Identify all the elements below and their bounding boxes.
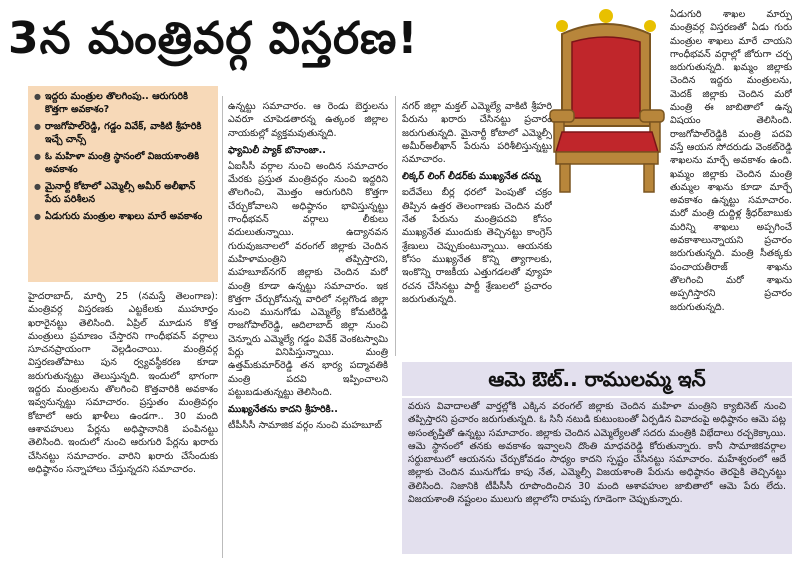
bullet-icon: ● bbox=[34, 92, 41, 101]
bullet-icon: ● bbox=[34, 212, 41, 221]
highlight-item: ● మైనార్టీ కోటాలో ఎమ్మెల్సీ అమీర్ అలీఖాన్ పేరు పరిశీలన bbox=[34, 181, 196, 205]
paragraph: నగర్ జిల్లా మక్తల్ ఎమ్మెల్యే వాకిటి శ్రీహరి పేరును ఖరారు చేసినట్టు ప్రచారం జరుగుతున్నది. మైనార్టీ కోటాలో ఎమ్మెల్సీ అమీర్‌అలీఖాన్ పేరును పరిశీలిస్తున్నట్టు సమాచారం. bbox=[402, 101, 552, 166]
subheading: లిక్కర్ లింగ్ లీడర్‌కు ముఖ్యనేత దన్ను bbox=[402, 171, 541, 183]
article-column-3 bbox=[402, 100, 552, 350]
subheading: ముఖ్యనేతను కాదని శ్రీహరికి.. bbox=[228, 404, 338, 416]
sidebar-story-body: వరుస వివాదాలతో వార్తల్లోకి ఎక్కిన వరంగల్ జిల్లాకు చెందిన మహిళా మంత్రిని క్యాబినెట్ నుంచి తప్పిస్తారని ప్రచారం జరుగుతున్నది. ఓ సినీ నటుడి కుటుంబంతో ఏర్పడిన వివాదంపై అధిష్ఠానం ఆమె పట్ల అసంతృప్తితో ఉన్నట్టు సమాచారం. జిల్లాకు చెందిన ఎమ్మెల్యేలతో సదరు మంత్రికి విభేదాలు రచ్చకెక్కాయి. ఆమె స్థానంలో తనకు అవకాశం ఇవ్వాలని దొంతి మాధవరెడ్డి కోరుతున్నారు. కానీ సామాజికవర్గాల సర్దుబాటులో ఆయనను చేర్చుకోవడం సాధ్యం కాదని స్పష్టం చేసినట్టు సమాచారం. మహేశ్వరంలో ఆదే జిల్లాకు చెందిన మునుగోడు కాపు నేత, ఎమ్మెల్సీ విజయశాంతి పేరును అధిష్ఠానం తెరపైకి తెచ్చినట్టు తెలిసింది. నిజానికి టీపీసీసీ రూపొందించిన 30 మంది ఆశావహుల జాబితాలో ఆమె పేరు లేదు. విజయశాంతి నష్టంలం ములుగు జిల్లాలోని రామప్ప గూడెంగా చెప్పుకున్నారు. bbox=[402, 398, 792, 554]
paragraph: ఏడుగురి శాఖల మార్పు మంత్రివర్గ విస్తరణతో ఏడు గురు మంత్రుల శాఖలు మారే చాయని గాంధీభవన్ వర్గాల్లో జోరుగా చర్చ జరుగుతున్నది. ఖమ్మం జిల్లాకు చెందిన ఇద్దరు మంత్రులను, మెదక్ జిల్లాకు చెందిన మరో మంత్రి ఈ జాబితాలో ఉన్న విషయం తెలిసింది. రాజగోపాల్‌రెడ్డికి మంత్రి పదవి వస్తే ఆయన సోదరుడు వెంకట్‌రెడ్డి శాఖలను మార్చే అవకాశం ఉంది. ఖమ్మం జిల్లాకు చెందిన మంత్రి తుమ్మల శాఖను కూడా మార్చే అవకాశం ఉన్నట్టు సమాచారం. మరో మంత్రి దుద్దిళ్ల శ్రీధర్‌బాబుకు మరిన్ని శాఖలు అప్పగించే అవకాశాలున్నాయని ప్రచారం జరుగుతున్నది. మంత్రి సీతక్కకు పంచాయతీరాజ్ శాఖను తొలగించి మరో శాఖను అప్పగిస్తారని ప్రచారం జరుగుతున్నది. bbox=[670, 9, 792, 313]
highlight-item: ● ఓ మహిళా మంత్రి స్థానంలో విజయశాంతికి అవకాశం bbox=[34, 151, 200, 175]
highlight-item: ● ఏడుగురు మంత్రుల శాఖలు మారే అవకాశం bbox=[34, 211, 203, 222]
bullet-icon: ● bbox=[34, 182, 41, 191]
headline: 3న మంత్రివర్గ విస్తరణ! bbox=[8, 13, 419, 64]
article-column-4 bbox=[670, 8, 792, 368]
article-column-2 bbox=[228, 100, 388, 560]
paragraph: టీపీసీసీ సామాజిక వర్గం నుంచి మహబూబ్ bbox=[228, 420, 382, 432]
paragraph: ఉన్నట్టు సమాచారం. ఆ రెండు బెర్తులను ఎవరూ చూపెడతారన్న ఉత్కంఠ జిల్లాల నాయకుల్లో వ్యక్తమవుతున్నది. bbox=[228, 101, 388, 139]
chair-illustration bbox=[548, 6, 666, 196]
bullet-icon: ● bbox=[34, 152, 41, 161]
article-column-1 bbox=[28, 290, 218, 560]
column-divider bbox=[222, 96, 223, 558]
subheading: ఫ్యామిలీ ప్యాక్ బొనాంజా.. bbox=[228, 144, 326, 156]
highlight-item: ● ఇద్దరు మంత్రుల తొలగింపు.. ఆరుగురికి కొత్తగా అవకాశం? bbox=[34, 91, 189, 115]
bullet-icon: ● bbox=[34, 122, 41, 131]
highlights-box bbox=[28, 86, 218, 282]
paragraph: హైదరాబాద్, మార్చి 25 (నమస్తే తెలంగాణ): మంత్రివర్గ విస్తరణకు ఎట్టకేలకు ముహూర్తం ఖరారైనట్టు తెలిసింది. ఏప్రిల్ మూడున కొత్త మంత్రులు ప్రమాణం చేస్తారని గాంధీభవన్ వర్గాలు సూచనప్రాయంగా వెల్లడించాయి. మంత్రివర్గ విస్తరణతోపాటు పున ర్వ్యవస్థీకరణ కూడా జరుగుతున్నట్టు తెలుస్తున్నది. ఇందులో భాగంగా ఇద్దరు మంత్రులను తొలగించి కొత్తవారికి అవకాశం ఇవ్వనున్నట్టు సమాచారం. ప్రస్తుతం మంత్రివర్గం కోటాలో ఆరు ఖాళీలు ఉండగా.. 30 మంది ఆశావహులు పేర్లను అధిష్ఠానానికి పంపినట్టు తెలిసింది. ఇందులో నుంచి ఆరుగురి పేర్లను ఖరారు చేసినట్టు సమాచారం. వారిని ఖరారు చేసేందుకు అధిష్ఠానం సన్నాహాలు చేస్తున్నదని సమాచారం. bbox=[28, 291, 218, 475]
highlight-item: ● రాజగోపాల్‌రెడ్డి, గడ్డం వివేక్, వాకిటి శ్రీహరికి ఇచ్చే చాన్స్ bbox=[34, 121, 202, 145]
column-divider bbox=[395, 96, 396, 356]
paragraph: ఐదేవేలు బీర్ల ధరలో పెంపుతో చక్రం తిప్పిన ఉత్తర తెలంగాణకు చెందిన మరో నేత పేరును మంత్రిపదవి కోసం ముఖ్యనేత ముందుకు తెచ్చినట్టు కాంగ్రెస్ శ్రేణులు చెప్పుకుంటున్నాయి. ఆయనకు కోసం ముఖ్యనేత కొన్ని త్యాగాలకు, ఇంకొన్ని రాజకీయ ఎత్తుగడలతో వ్యూహ రచన చేసినట్టు పార్టీ శ్రేణులలో ప్రచారం జరుగుతున్నది. bbox=[402, 187, 552, 305]
paragraph: ఏఐసీసీ వర్గాల నుంచి అందిన సమాచారం మేరకు ప్రస్తుత మంత్రివర్గం నుంచి ఇద్దరిని తొలగించి, మొత్తం ఆరుగురిని కొత్తగా చేర్చుకోవాలని అధిష్ఠానం భావిస్తున్నట్టు గాంధీభవన్ వర్గాలు లీకులు వదులుతున్నాయి. ఉద్యానవన గురువుజనాలలో వరంగల్ జిల్లాకు చెందిన మహిళామంత్రిని తప్పిస్తారని, మహబూబ్‌నగర్ జిల్లాకు చెందిన మరో మంత్రి కూడా ఉన్నట్టు సమాచారం. ఇక కొత్తగా చేర్చుకోనున్న వారిలో నల్లగొండ జిల్లా నుంచి మునుగోడు ఎమ్మెల్యే కోమటిరెడ్డి రాజగోపాల్‌రెడ్డి, ఆదిలాబాద్ జిల్లా నుంచి చెన్నూరు ఎమ్మెల్యే గడ్డం వివేక్ వెంకటస్వామి పేర్లు వినిపిస్తున్నాయి. మంత్రి ఉత్తమ్‌కుమార్‌రెడ్డి తన భార్య పద్మావతికి మంత్రి పదవి ఇప్పించాలని పట్టుబడుతున్నట్టు తెలిసింది. bbox=[228, 160, 388, 398]
sidebar-story-title: ఆమె ఔట్.. రాములమ్మ ఇన్ bbox=[402, 362, 792, 396]
